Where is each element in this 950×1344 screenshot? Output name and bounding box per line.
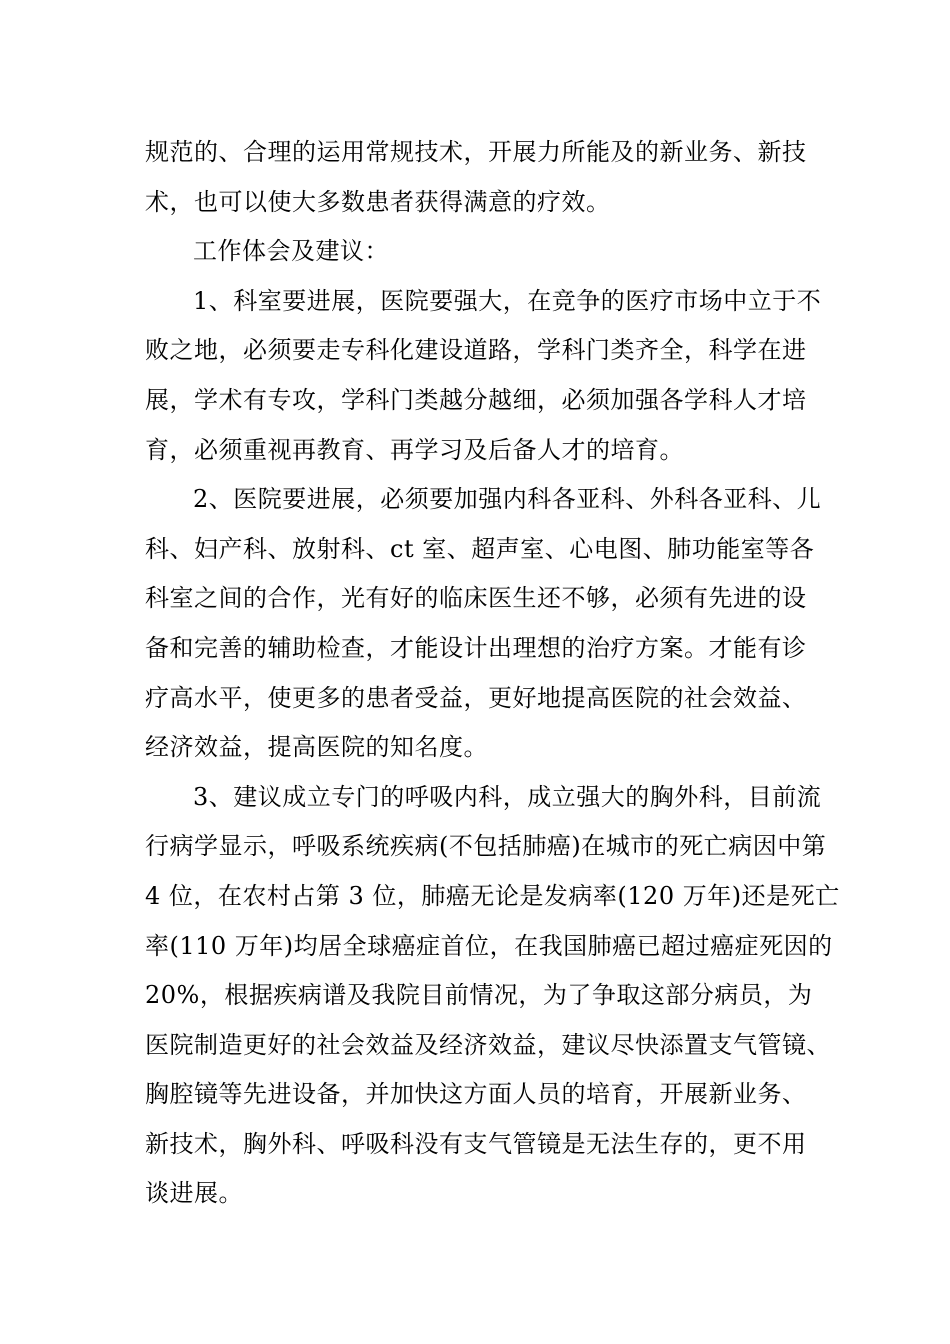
- text-line: 行病学显示，呼吸系统疾病(不包括肺癌)在城市的死亡病因中第: [145, 832, 827, 861]
- text-line: 败之地，必须要走专科化建设道路，学科门类齐全，科学在进: [145, 336, 807, 365]
- text-line: 育，必须重视再教育、再学习及后备人才的培育。: [145, 435, 684, 464]
- text-line: 科室之间的合作，光有好的临床医生还不够，必须有先进的设: [145, 584, 807, 613]
- text-line: 谈进展。: [145, 1179, 243, 1208]
- text-line: 1、科室要进展，医院要强大，在竞争的医疗市场中立于不: [193, 286, 822, 315]
- text-line: 疗高水平，使更多的患者受益，更好地提高医院的社会效益、: [145, 683, 807, 712]
- text-line: 科、妇产科、放射科、ct 室、超声室、心电图、肺功能室等各: [145, 534, 815, 563]
- text-line: 新技术，胸外科、呼吸科没有支气管镜是无法生存的，更不用: [145, 1129, 807, 1158]
- text-line: 术，也可以使大多数患者获得满意的疗效。: [145, 187, 611, 216]
- text-line: 20%，根据疾病谱及我院目前情况，为了争取这部分病员，为: [145, 981, 813, 1010]
- document-body: [145, 128, 865, 1219]
- text-line: 4 位，在农村占第 3 位，肺癌无论是发病率(120 万年)还是死亡: [145, 881, 840, 910]
- text-line: 规范的、合理的运用常规技术，开展力所能及的新业务、新技: [145, 138, 807, 166]
- text-line: 展，学术有专攻，学科门类越分越细，必须加强各学科人才培: [145, 385, 807, 414]
- text-line: 医院制造更好的社会效益及经济效益，建议尽快添置支气管镜、: [145, 1030, 831, 1059]
- text-line: 备和完善的辅助检查，才能设计出理想的治疗方案。才能有诊: [145, 633, 807, 662]
- text-line: 率(110 万年)均居全球癌症首位，在我国肺癌已超过癌症死因的: [145, 931, 833, 960]
- text-line: 经济效益，提高医院的知名度。: [145, 733, 488, 762]
- text-line: 3、建议成立专门的呼吸内科，成立强大的胸外科，目前流: [193, 782, 822, 811]
- text-line: 2、医院要进展，必须要加强内科各亚科、外科各亚科、儿: [193, 485, 822, 514]
- text-line: 胸腔镜等先进设备，并加快这方面人员的培育，开展新业务、: [145, 1080, 807, 1109]
- section-heading: 工作体会及建议：: [193, 237, 389, 266]
